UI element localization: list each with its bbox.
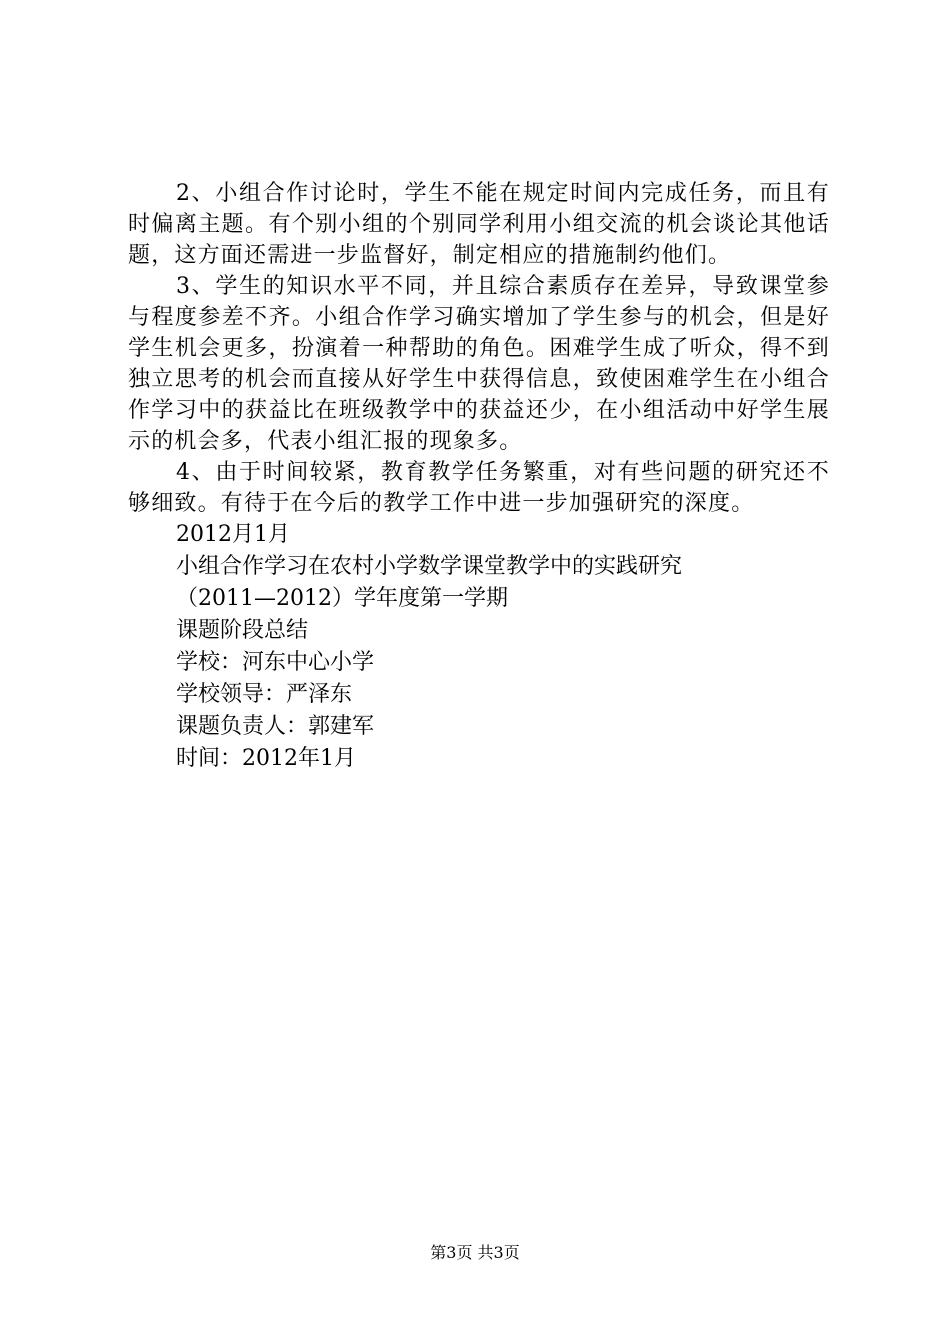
school-line: 学校：河东中心小学 — [176, 650, 375, 675]
owner-line: 课题负责人：郭建军 — [176, 714, 375, 739]
leader-line: 学校领导：严泽东 — [176, 682, 353, 707]
paragraph-3: 3、学生的知识水平不同，并且综合素质存在差异，导致课堂参与程度参差不齐。小组合作学习确实增加了学生参与的机会，但是好学生机会更多，扮演着一种帮助的角色。困难学生成了听众，得不到独立思考的机会而直接从好学生中获得信息，致使困难学生在小组合作学习中的获益比在班级教学中的获益还少，在小组活动中好学生展示的机会多，代表小组汇报的现象多。 — [128, 274, 830, 454]
document-body — [128, 178, 830, 775]
date-line: 2012月1月 — [176, 522, 290, 547]
paragraph-4: 4、由于时间较紧，教育教学任务繁重，对有些问题的研究还不够细致。有待于在今后的教学工作中进一步加强研究的深度。 — [128, 460, 830, 516]
time-line: 时间：2012年1月 — [176, 746, 356, 771]
paragraph-2: 2、小组合作讨论时，学生不能在规定时间内完成任务，而且有时偏离主题。有个别小组的个别同学利用小组交流的机会谈论其他话题，这方面还需进一步监督好，制定相应的措施制约他们。 — [128, 181, 830, 268]
page-footer: 第3页 共3页 — [430, 1243, 520, 1262]
term-line: （2011—2012）学年度第一学期 — [176, 586, 508, 611]
summary-line: 课题阶段总结 — [176, 618, 309, 643]
report-title: 小组合作学习在农村小学数学课堂教学中的实践研究 — [176, 554, 683, 579]
